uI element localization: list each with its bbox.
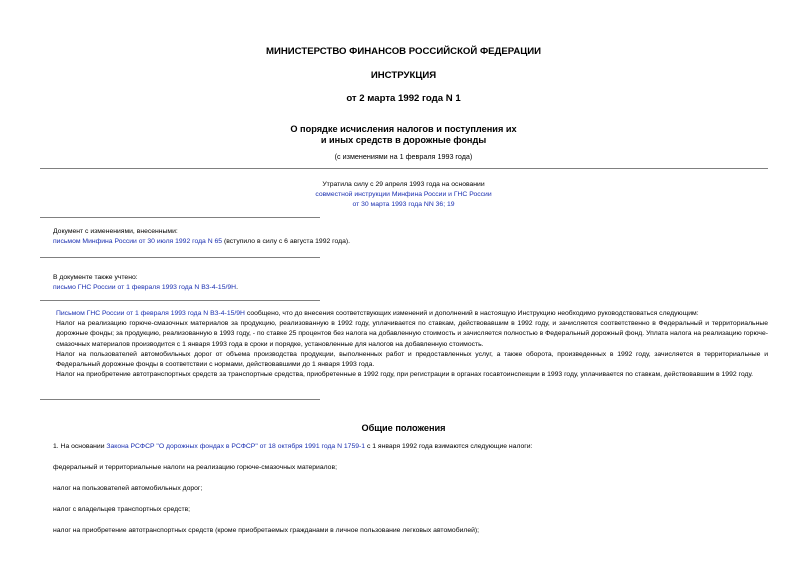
ministry-heading: МИНИСТЕРСТВО ФИНАНСОВ РОССИЙСКОЙ ФЕДЕРАЦИИ (265, 46, 542, 57)
also-label: В документе также учтено: (53, 274, 138, 281)
repeal-link-line-2[interactable]: от 30 марта 1993 года NN 36; 19 (352, 201, 455, 208)
divider (40, 300, 320, 301)
document-title-line-2: и иных средств в дорожные фонды (320, 135, 487, 145)
status-line: Утратила силу с 29 апреля 1993 года на основании (322, 181, 485, 188)
preamble-link[interactable]: Письмом ГНС России от 1 февраля 1993 года N ВЗ-4-15/9Н (56, 310, 245, 317)
list-item: налог на приобретение автотранспортных средств (кроме приобретаемых гражданами в личное пользование легковых автомобилей); (53, 527, 480, 534)
preamble-paragraph-2: Налог на реализацию горюче-смазочных материалов за продукцию, реализованную в 1992 году, уплачивается по ставкам, действовавшим в 1992 году, и зачисляется соответственно в Федеральный и территориальные дорожные фонды; за продукцию, реализованную в 1993 году, - по ставке 25 процентов без налога на добавленную стоимость и зачисляется полностью в Федеральный дорожный фонд. Уплата налога на реализацию горюче-смазочных материалов производится с 1 января 1993 года в сроки и порядке, установленные для налогов на добавленную стоимость. (56, 320, 768, 348)
list-item: налог с владельцев транспортных средств; (53, 506, 191, 513)
general-item-1 (53, 443, 532, 450)
preamble-paragraph-4: Налог на приобретение автотранспортных средств за транспортные средства, приобретенные в 1992 году, при регистрации в органах госавтоинспекции в 1993 году, уплачивается по ставкам, действовавшим в 1992 году. (56, 371, 754, 379)
section-heading: Общие положения (361, 423, 446, 433)
changes-suffix: (вступило в силу с 6 августа 1992 года). (222, 238, 351, 245)
law-link[interactable]: Закона РСФСР "О дорожных фондах в РСФСР" от 18 октября 1991 года N 1759-1 (106, 443, 366, 450)
also-reference (53, 283, 238, 293)
changes-label: Документ с изменениями, внесенными: (53, 228, 178, 235)
list-item: федеральный и территориальные налоги на реализацию горюче-смазочных материалов; (53, 464, 337, 471)
preamble-paragraph-1 (40, 309, 768, 319)
document-type: ИНСТРУКЦИЯ (370, 70, 437, 81)
preamble-paragraph-1-text: сообщено, что до внесения соответствующих изменений и дополнений в настоящую Инструкцию необходимо руководствоваться следующим: (244, 310, 699, 317)
divider (40, 168, 768, 169)
divider (40, 217, 320, 218)
divider (40, 257, 320, 258)
changes-reference (53, 237, 350, 247)
also-suffix: . (236, 284, 238, 291)
divider (40, 399, 320, 400)
preamble-paragraph-3: Налог на пользователей автомобильных дорог от объема производства продукции, выполненных работ и предоставленных услуг, а также оборота, произведенных в 1992 году, зачисляется в территориальные и Федеральный дорожные фонды в соответствии с нормами, действовавшими до 1 января 1993 года. (56, 350, 768, 369)
amended-note: (с изменениями на 1 февраля 1993 года) (334, 152, 473, 161)
item-1-suffix: с 1 января 1992 года взимаются следующие налоги: (365, 443, 533, 450)
preamble (40, 309, 768, 380)
also-link[interactable]: письмо ГНС России от 1 февраля 1993 года N ВЗ-4-15/9Н (53, 284, 237, 291)
document-title-line-1: О порядке исчисления налогов и поступления их (290, 124, 517, 134)
document-date-number: от 2 марта 1992 года N 1 (346, 93, 461, 104)
list-item: налог на пользователей автомобильных дорог; (53, 485, 203, 492)
item-1-prefix: 1. На основании (53, 443, 107, 450)
changes-link[interactable]: письмом Минфина России от 30 июля 1992 года N 65 (53, 238, 223, 245)
repeal-link-line-1[interactable]: совместной инструкции Минфина России и ГНС России (315, 191, 492, 198)
